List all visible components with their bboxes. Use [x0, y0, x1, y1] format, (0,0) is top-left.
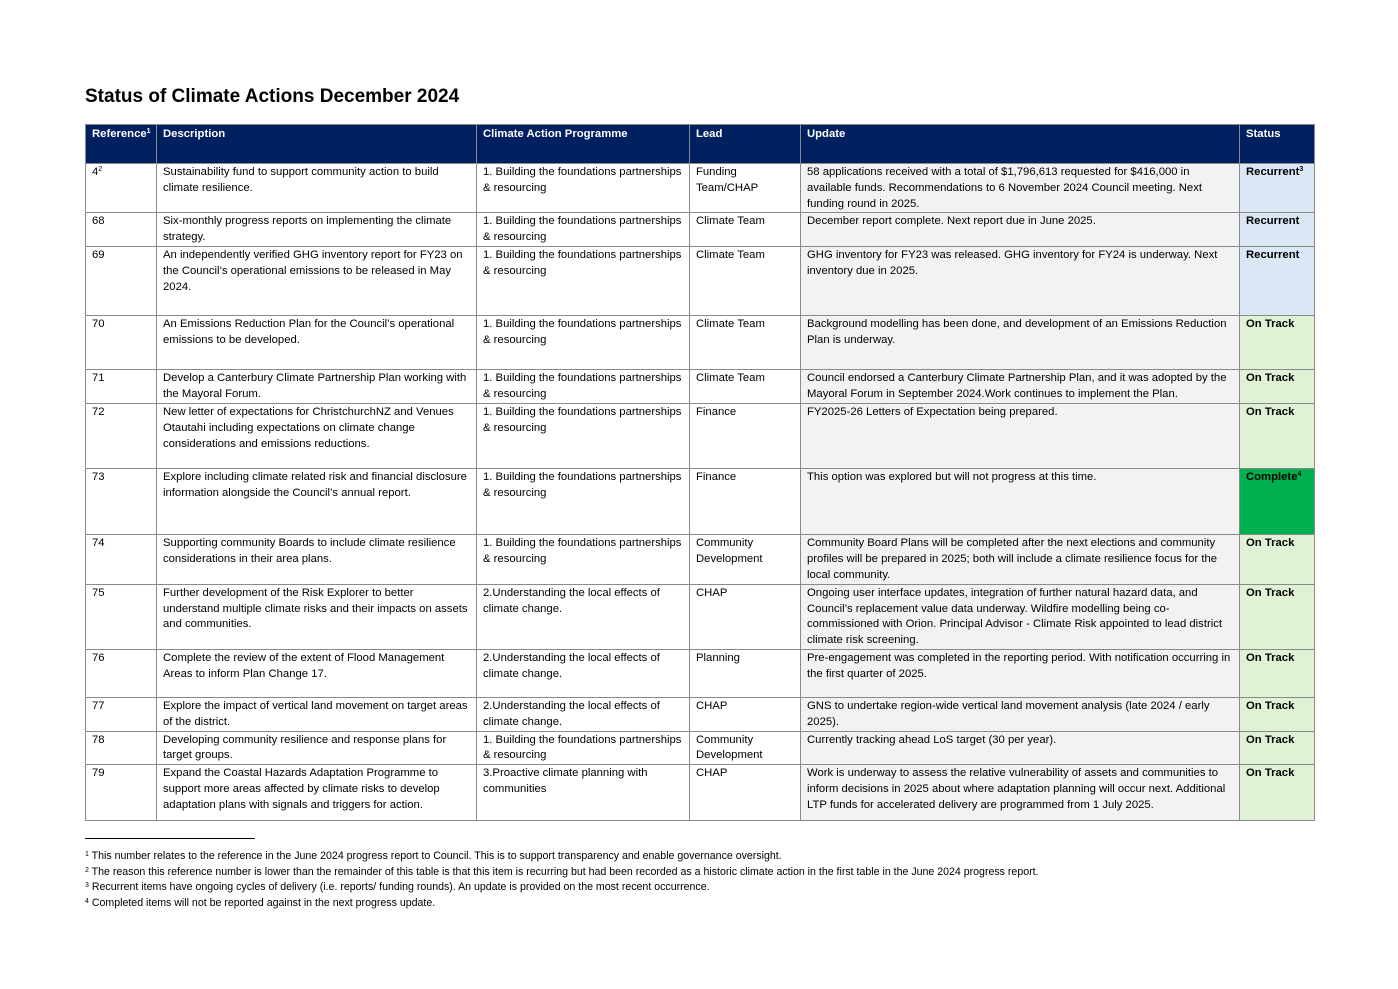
footnote-marker: 4: [1297, 471, 1302, 479]
programme-cell: 1. Building the foundations partnerships & resourcing: [477, 247, 690, 316]
reference-value: 71: [92, 372, 105, 385]
lead-cell: Finance: [690, 469, 801, 535]
header-reference: Reference$^1$: [86, 125, 157, 164]
reference-value: 76: [92, 651, 105, 664]
description-cell: An independently verified GHG inventory report for FY23 on the Council’s operational emissions to be released in May 2024.: [157, 247, 477, 316]
update-cell: FY2025-26 Letters of Expectation being prepared.: [801, 404, 1240, 469]
lead-cell: Funding Team/CHAP: [690, 164, 801, 213]
reference-value: 78: [92, 733, 105, 746]
programme-cell: 1. Building the foundations partnerships & resourcing: [477, 213, 690, 247]
reference-value: 73: [92, 471, 105, 484]
status-badge: On Track: [1246, 699, 1295, 712]
description-cell: Complete the review of the extent of Flood Management Areas to inform Plan Change 17.: [157, 649, 477, 697]
programme-cell: 1. Building the foundations partnerships & resourcing: [477, 731, 690, 765]
reference-cell: [86, 731, 157, 765]
status-badge: Complete: [1246, 471, 1298, 484]
footnote-item: [85, 895, 1039, 911]
table-row: [86, 535, 1315, 584]
programme-cell: 1. Building the foundations partnerships & resourcing: [477, 535, 690, 584]
status-badge: Recurrent: [1246, 215, 1300, 228]
table-row: [86, 697, 1315, 731]
status-badge: On Track: [1246, 651, 1295, 664]
description-cell: An Emissions Reduction Plan for the Council’s operational emissions to be developed.: [157, 316, 477, 370]
reference-cell: [86, 404, 157, 469]
lead-cell: CHAP: [690, 584, 801, 649]
programme-cell: 3.Proactive climate planning with communities: [477, 765, 690, 821]
programme-cell: 2.Understanding the local effects of climate change.: [477, 697, 690, 731]
description-cell: Develop a Canterbury Climate Partnership Plan working with the Mayoral Forum.: [157, 370, 477, 404]
programme-cell: 1. Building the foundations partnerships & resourcing: [477, 164, 690, 213]
reference-value: 4: [92, 166, 99, 178]
footnote-number: 1: [85, 851, 89, 858]
reference-value: 79: [92, 767, 105, 780]
description-cell: Explore the impact of vertical land movement on target areas of the district.: [157, 697, 477, 731]
table-row: [86, 765, 1315, 821]
footnote-number: 4: [85, 897, 89, 905]
lead-cell: Climate Team: [690, 247, 801, 316]
programme-cell: 1. Building the foundations partnerships & resourcing: [477, 370, 690, 404]
description-cell: Expand the Coastal Hazards Adaptation Programme to support more areas affected by climate risks to develop adaptation plans with signals and triggers for action.: [157, 765, 477, 821]
table-row: [86, 316, 1315, 370]
status-cell: [1240, 469, 1315, 535]
header-programme: Climate Action Programme: [477, 125, 690, 164]
description-cell: Six-monthly progress reports on implementing the climate strategy.: [157, 213, 477, 247]
header-update: Update: [801, 125, 1240, 164]
status-cell: [1240, 370, 1315, 404]
header-status: Status: [1240, 125, 1315, 164]
description-cell: Sustainability fund to support community action to build climate resilience.: [157, 164, 477, 213]
status-badge: Recurrent: [1246, 249, 1300, 262]
programme-cell: 2.Understanding the local effects of climate change.: [477, 649, 690, 697]
header-lead: Lead: [690, 125, 801, 164]
status-badge: On Track: [1246, 406, 1295, 419]
programme-cell: 1. Building the foundations partnerships & resourcing: [477, 469, 690, 535]
update-cell: GHG inventory for FY23 was released. GHG inventory for FY24 is underway. Next inventory due in 2025.: [801, 247, 1240, 316]
status-badge: On Track: [1246, 318, 1295, 331]
lead-cell: Finance: [690, 404, 801, 469]
table-row: [86, 247, 1315, 316]
lead-cell: Planning: [690, 649, 801, 697]
table-row: [86, 404, 1315, 469]
status-cell: [1240, 247, 1315, 316]
header-description: Description: [157, 125, 477, 164]
table-header-row: [86, 125, 1315, 164]
footnote-text: Completed items will not be reported against in the next progress update.: [88, 896, 436, 909]
reference-cell: [86, 213, 157, 247]
footnote-text: This number relates to the reference in the June 2024 progress report to Council. This is to support transparency and enable governance oversight.: [88, 850, 782, 862]
reference-value: 74: [92, 537, 105, 550]
footnote-divider: [85, 838, 255, 839]
footnote-number: 2: [85, 866, 89, 874]
reference-cell: [86, 697, 157, 731]
footnote-item: [85, 848, 1039, 864]
reference-value: 75: [92, 586, 105, 599]
table-row: [86, 731, 1315, 765]
status-badge: On Track: [1246, 733, 1295, 746]
description-cell: Supporting community Boards to include climate resilience considerations in their area plans.: [157, 535, 477, 584]
status-badge: On Track: [1246, 586, 1295, 599]
update-cell: Currently tracking ahead LoS target (30 per year).: [801, 731, 1240, 765]
footnote-text: Recurrent items have ongoing cycles of delivery (i.e. reports/ funding rounds). An update is provided on the most recent occurrence.: [88, 881, 710, 893]
reference-cell: [86, 247, 157, 316]
description-cell: Explore including climate related risk and financial disclosure information alongside the Council’s annual report.: [157, 469, 477, 535]
reference-value: 77: [92, 699, 105, 712]
status-cell: [1240, 316, 1315, 370]
climate-actions-table: [85, 124, 1315, 821]
page-title: Status of Climate Actions December 2024: [85, 86, 460, 107]
footnote-item: [85, 864, 1039, 880]
reference-value: 68: [92, 215, 105, 228]
reference-cell: [86, 316, 157, 370]
status-badge: On Track: [1246, 372, 1295, 385]
status-badge: On Track: [1246, 537, 1295, 550]
status-cell: [1240, 404, 1315, 469]
reference-cell: [86, 584, 157, 649]
update-cell: December report complete. Next report due in June 2025.: [801, 213, 1240, 247]
footnotes: [85, 848, 1039, 910]
reference-cell: [86, 164, 157, 213]
footnote-marker: 2: [98, 166, 103, 173]
reference-cell: [86, 535, 157, 584]
lead-cell: CHAP: [690, 697, 801, 731]
table-row: [86, 584, 1315, 649]
update-cell: This option was explored but will not progress at this time.: [801, 469, 1240, 535]
reference-cell: [86, 370, 157, 404]
update-cell: GNS to undertake region-wide vertical land movement analysis (late 2024 / early 2025).: [801, 697, 1240, 731]
footnote-number: 3: [85, 882, 89, 889]
reference-value: 72: [92, 406, 105, 419]
status-cell: [1240, 213, 1315, 247]
footnote-marker: 3: [1299, 166, 1304, 173]
programme-cell: 2.Understanding the local effects of climate change.: [477, 584, 690, 649]
update-cell: 58 applications received with a total of $1,796,613 requested for $416,000 in available funds. Recommendations to 6 November 2024 Council meeting. Next funding round in 2025.: [801, 164, 1240, 213]
status-cell: [1240, 535, 1315, 584]
lead-cell: Community Development: [690, 731, 801, 765]
lead-cell: Climate Team: [690, 316, 801, 370]
reference-value: 69: [92, 249, 105, 262]
reference-value: 70: [92, 318, 105, 331]
lead-cell: Climate Team: [690, 213, 801, 247]
status-cell: [1240, 649, 1315, 697]
status-badge: On Track: [1246, 767, 1295, 780]
footnote-text: The reason this reference number is lower than the remainder of this table is that this item is recurring but had been recorded as a historic climate action in the first table in the June 2024 progress report.: [88, 865, 1039, 878]
reference-cell: [86, 765, 157, 821]
table-row: [86, 649, 1315, 697]
update-cell: Work is underway to assess the relative vulnerability of assets and communities to inform decisions in 2025 about where adaptation planning will occur next. Additional LTP funds for accelerated delivery are programmed from 1 July 2025.: [801, 765, 1240, 821]
update-cell: Background modelling has been done, and development of an Emissions Reduction Plan is underway.: [801, 316, 1240, 370]
update-cell: Community Board Plans will be completed after the next elections and community profiles will be prepared in 2025; both will include a climate resilience focus for the local community.: [801, 535, 1240, 584]
status-badge: Recurrent: [1246, 166, 1300, 178]
status-cell: [1240, 697, 1315, 731]
status-cell: [1240, 584, 1315, 649]
programme-cell: 1. Building the foundations partnerships & resourcing: [477, 316, 690, 370]
reference-cell: [86, 469, 157, 535]
status-cell: [1240, 164, 1315, 213]
footnote-item: [85, 879, 1039, 895]
table-row: [86, 370, 1315, 404]
description-cell: Developing community resilience and response plans for target groups.: [157, 731, 477, 765]
table-row: [86, 213, 1315, 247]
programme-cell: 1. Building the foundations partnerships & resourcing: [477, 404, 690, 469]
table-row: [86, 164, 1315, 213]
update-cell: Council endorsed a Canterbury Climate Partnership Plan, and it was adopted by the Mayoral Forum in September 2024.Work continues to implement the Plan.: [801, 370, 1240, 404]
description-cell: Further development of the Risk Explorer to better understand multiple climate risks and their impacts on assets and communities.: [157, 584, 477, 649]
update-cell: Ongoing user interface updates, integration of further natural hazard data, and Council’s replacement value data underway. Wildfire modelling being co-commissioned with Orion. Principal Advisor - Climate Risk appointed to lead district climate risk screening.: [801, 584, 1240, 649]
reference-cell: [86, 649, 157, 697]
description-cell: New letter of expectations for ChristchurchNZ and Venues Otautahi including expectations on climate change considerations and emissions reductions.: [157, 404, 477, 469]
lead-cell: Community Development: [690, 535, 801, 584]
status-cell: [1240, 731, 1315, 765]
lead-cell: CHAP: [690, 765, 801, 821]
update-cell: Pre-engagement was completed in the reporting period. With notification occurring in the first quarter of 2025.: [801, 649, 1240, 697]
table-row: [86, 469, 1315, 535]
status-cell: [1240, 765, 1315, 821]
lead-cell: Climate Team: [690, 370, 801, 404]
